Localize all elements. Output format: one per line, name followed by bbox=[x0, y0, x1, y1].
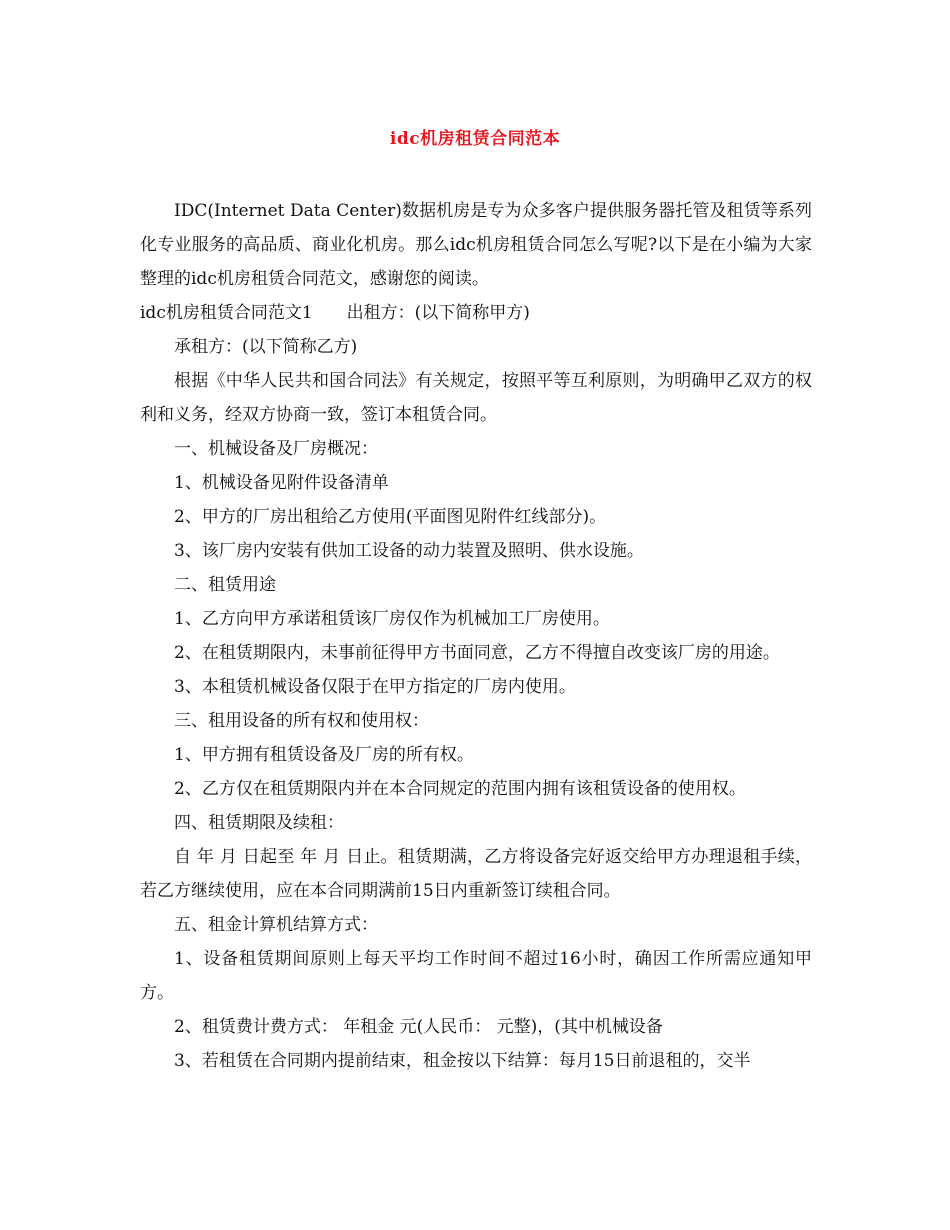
intro-paragraph: IDC(Internet Data Center)数据机房是专为众多客户提供服务器托管及租赁等系列化专业服务的高品质、商业化机房。那么idc机房租赁合同怎么写呢?以下是在小编为大家整理的idc机房租赁合同范文，感谢您的阅读。 bbox=[140, 201, 812, 289]
clause-item: 自 年 月 日起至 年 月 日止。租赁期满，乙方将设备完好返交给甲方办理退租手续，若乙方继续使用，应在本合同期满前15日内重新签订续租合同。 bbox=[140, 847, 812, 901]
clause-item: 3、若租赁在合同期内提前结束，租金按以下结算：每月15日前退租的，交半 bbox=[174, 1051, 751, 1071]
clause-item: 2、租赁费计费方式： 年租金 元(人民币： 元整)，(其中机械设备 bbox=[174, 1017, 663, 1037]
document-body bbox=[140, 194, 812, 1078]
clause-heading: 二、租赁用途 bbox=[174, 575, 276, 595]
clause-item: 1、设备租赁期间原则上每天平均工作时间不超过16小时，确因工作所需应通知甲方。 bbox=[140, 949, 812, 1003]
document-title: idc机房租赁合同范本 bbox=[389, 129, 561, 149]
clause-item: 2、在租赁期限内，未事前征得甲方书面同意，乙方不得擅自改变该厂房的用途。 bbox=[174, 643, 780, 663]
clause-item: 1、机械设备见附件设备清单 bbox=[174, 473, 389, 493]
section-line bbox=[140, 296, 812, 330]
clause-heading: 五、租金计算机结算方式： bbox=[174, 915, 378, 935]
clause-item: 3、该厂房内安装有供加工设备的动力装置及照明、供水设施。 bbox=[174, 541, 644, 561]
paragraph: 根据《中华人民共和国合同法》有关规定，按照平等互利原则，为明确甲乙双方的权利和义务，经双方协商一致，签订本租赁合同。 bbox=[140, 371, 812, 425]
clause-item: 1、乙方向甲方承诺租赁该厂房仅作为机械加工厂房使用。 bbox=[174, 609, 610, 629]
clause-heading: 一、机械设备及厂房概况： bbox=[174, 439, 378, 459]
section-heading: idc机房租赁合同范文1 bbox=[140, 303, 313, 323]
clause-heading: 四、租赁期限及续租： bbox=[174, 813, 344, 833]
clause-item: 1、甲方拥有租赁设备及厂房的所有权。 bbox=[174, 745, 474, 765]
clause-item: 2、甲方的厂房出租给乙方使用(平面图见附件红线部分)。 bbox=[174, 507, 607, 527]
clause-item: 3、本租赁机械设备仅限于在甲方指定的厂房内使用。 bbox=[174, 677, 576, 697]
clause-heading: 三、租用设备的所有权和使用权： bbox=[174, 711, 429, 731]
lessor-line: 出租方：(以下简称甲方) bbox=[346, 303, 530, 323]
lessee-line: 承租方：(以下简称乙方) bbox=[174, 337, 358, 357]
clause-item: 2、乙方仅在租赁期限内并在本合同规定的范围内拥有该租赁设备的使用权。 bbox=[174, 779, 746, 799]
